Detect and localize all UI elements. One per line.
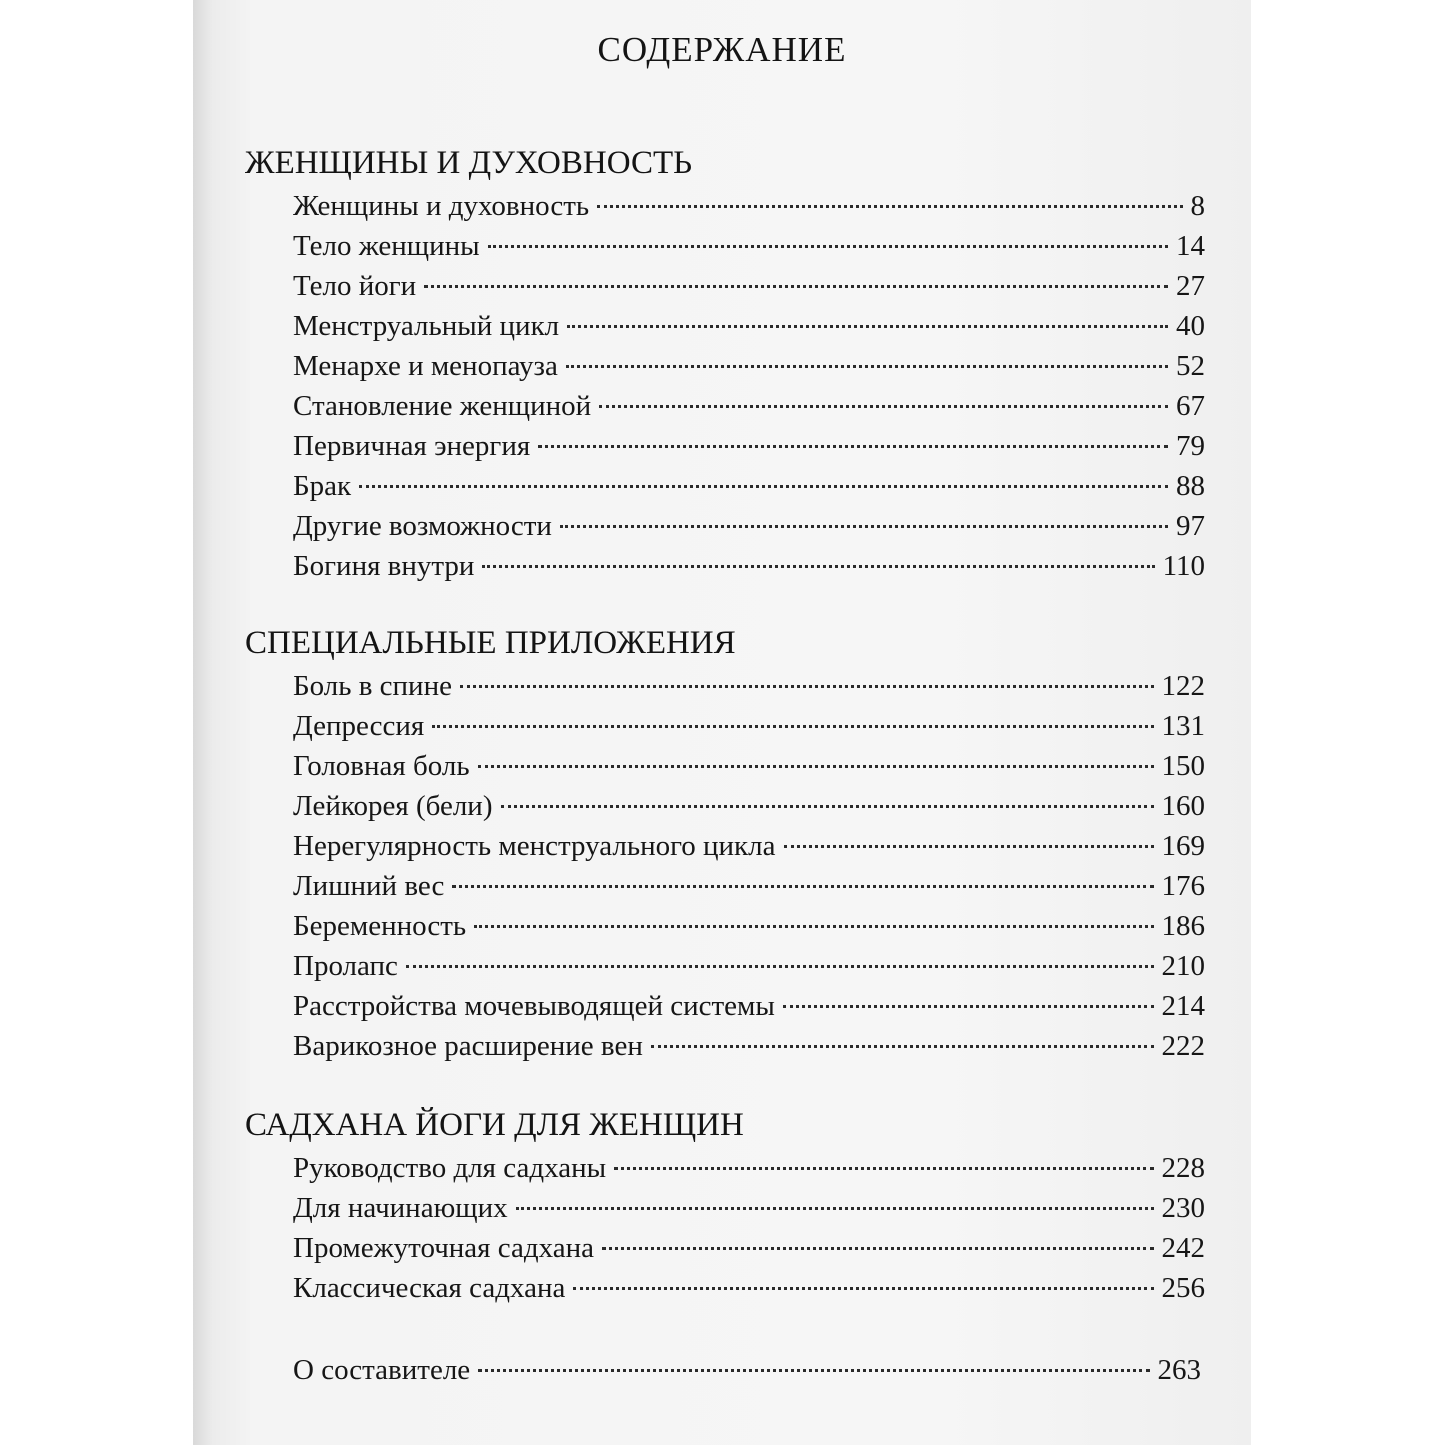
dot-leader (599, 405, 1168, 408)
toc-entry-label: Боль в спине (293, 670, 452, 702)
dot-leader (478, 765, 1154, 768)
dot-leader (359, 485, 1168, 488)
toc-entry (293, 826, 1205, 866)
dot-leader (784, 845, 1154, 848)
toc-entry (293, 946, 1205, 986)
toc-entry (293, 746, 1205, 786)
toc-entry-page: 242 (1161, 1232, 1205, 1264)
toc-entry-page: 14 (1176, 230, 1205, 262)
toc-entry-page: 256 (1161, 1272, 1205, 1304)
toc-entry-label: Другие возможности (293, 510, 552, 542)
dot-leader (516, 1207, 1154, 1210)
dot-leader (460, 685, 1154, 688)
dot-leader (538, 445, 1168, 448)
toc-entry-label: Лейкорея (бели) (293, 790, 493, 822)
toc-entry-label: Для начинающих (293, 1192, 508, 1224)
toc-entry-page: 169 (1161, 830, 1205, 862)
toc-entry-page: 150 (1161, 750, 1205, 782)
toc-entry (293, 1228, 1205, 1268)
toc-entry-page: 214 (1161, 990, 1205, 1022)
toc-entry-page: 122 (1161, 670, 1205, 702)
toc-entry-label: Менструальный цикл (293, 310, 560, 342)
dot-leader (651, 1045, 1154, 1048)
toc-entry (293, 226, 1205, 266)
dot-leader (478, 1369, 1149, 1372)
toc-entry-label: Тело йоги (293, 270, 417, 302)
toc-entry (293, 306, 1205, 346)
dot-leader (452, 885, 1153, 888)
toc-entry-page: 110 (1162, 550, 1205, 582)
section-heading: ЖЕНЩИНЫ И ДУХОВНОСТЬ (245, 145, 693, 181)
dot-leader (488, 245, 1168, 248)
toc-entry (293, 1268, 1205, 1308)
toc-entry (293, 466, 1205, 506)
toc-entry (293, 186, 1205, 226)
toc-entry (293, 506, 1205, 546)
toc-entry-label: Женщины и духовность (293, 190, 590, 222)
dot-leader (424, 285, 1168, 288)
dot-leader (432, 725, 1153, 728)
toc-entry (293, 906, 1205, 946)
toc-entry (293, 1148, 1205, 1188)
toc-entry-page: 97 (1176, 510, 1205, 542)
toc-entry-page: 27 (1176, 270, 1205, 302)
toc-section-3 (245, 1102, 1205, 1308)
page-title: СОДЕРЖАНИЕ (597, 30, 847, 69)
toc-entry-page: 228 (1161, 1152, 1205, 1184)
dot-leader (474, 925, 1153, 928)
toc-entry (293, 546, 1205, 586)
toc-entry (293, 706, 1205, 746)
toc-entry (293, 386, 1205, 426)
book-page (193, 0, 1251, 1445)
toc-entry-page: 40 (1176, 310, 1205, 342)
toc-entry (293, 266, 1205, 306)
toc-entry-page: 210 (1161, 950, 1205, 982)
toc-section-1 (245, 140, 1205, 586)
toc-entry-label: Богиня внутри (293, 550, 475, 582)
toc-entry-label: Нерегулярность менструального цикла (293, 830, 776, 862)
dot-leader (567, 325, 1168, 328)
toc-entry-page: 222 (1161, 1030, 1205, 1062)
toc-entry (293, 346, 1205, 386)
toc-entry (293, 1026, 1205, 1066)
toc-entry-page: 67 (1176, 390, 1205, 422)
section-heading: САДХАНА ЙОГИ ДЛЯ ЖЕНЩИН (245, 1107, 744, 1143)
dot-leader (501, 805, 1154, 808)
toc-entry-page: 186 (1161, 910, 1205, 942)
toc-entry-label: Тело женщины (293, 230, 480, 262)
toc-entry-label: Лишний вес (293, 870, 445, 902)
dot-leader (614, 1167, 1153, 1170)
toc-entry-page: 52 (1176, 350, 1205, 382)
toc-entry-label: О составителе (293, 1354, 471, 1386)
toc-entry (293, 426, 1205, 466)
toc-entry-label: Становление женщиной (293, 390, 592, 422)
toc-entry (293, 866, 1205, 906)
toc-entry-about (293, 1350, 1201, 1390)
toc-entry-label: Депрессия (293, 710, 425, 742)
dot-leader (597, 205, 1182, 208)
dot-leader (482, 565, 1154, 568)
toc-entry (293, 1188, 1205, 1228)
toc-entry-page: 230 (1161, 1192, 1205, 1224)
toc-entry-label: Руководство для садханы (293, 1152, 607, 1184)
dot-leader (566, 365, 1168, 368)
toc-entry-page: 79 (1176, 430, 1205, 462)
toc-entry-list (293, 666, 1205, 1066)
toc-entry-page: 160 (1161, 790, 1205, 822)
toc-entry-label: Варикозное расширение вен (293, 1030, 643, 1062)
toc-entry-list (293, 186, 1205, 586)
toc-entry-label: Брак (293, 470, 352, 502)
toc-entry-page: 131 (1161, 710, 1205, 742)
toc-entry-label: Расстройства мочевыводящей системы (293, 990, 775, 1022)
toc-entry-label: Первичная энергия (293, 430, 531, 462)
toc-entry-page: 263 (1157, 1354, 1201, 1386)
toc-entry-page: 176 (1161, 870, 1205, 902)
dot-leader (406, 965, 1154, 968)
toc-entry-label: Классическая садхана (293, 1272, 566, 1304)
toc-entry-list (293, 1148, 1205, 1308)
dot-leader (602, 1247, 1154, 1250)
toc-entry (293, 986, 1205, 1026)
toc-entry (293, 666, 1205, 706)
toc-section-2 (245, 620, 1205, 1066)
toc-entry-page: 8 (1190, 190, 1205, 222)
toc-entry-label: Головная боль (293, 750, 470, 782)
dot-leader (573, 1287, 1153, 1290)
toc-entry (293, 786, 1205, 826)
section-heading: СПЕЦИАЛЬНЫЕ ПРИЛОЖЕНИЯ (245, 625, 736, 661)
dot-leader (783, 1005, 1154, 1008)
toc-entry-label: Пролапс (293, 950, 398, 982)
toc-entry-page: 88 (1176, 470, 1205, 502)
toc-about-section (293, 1350, 1201, 1390)
dot-leader (560, 525, 1168, 528)
toc-entry-label: Промежуточная садхана (293, 1232, 594, 1264)
toc-entry-label: Менархе и менопауза (293, 350, 558, 382)
toc-entry-label: Беременность (293, 910, 467, 942)
